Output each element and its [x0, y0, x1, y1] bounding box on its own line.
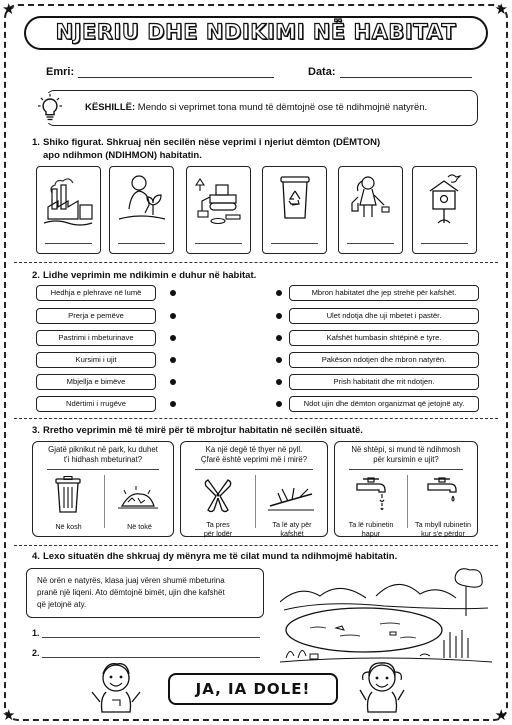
star-icon: ★	[2, 707, 16, 724]
impact-pill[interactable]: Prish habitatit dhe rrit ndotjen.	[289, 374, 479, 390]
polluted-lake-scene	[280, 566, 492, 666]
connector-dot[interactable]	[276, 335, 282, 341]
answer-line[interactable]	[421, 243, 468, 244]
impact-pill[interactable]: Mbron habitatet dhe jep strehë për kafshët.	[289, 285, 479, 301]
section-divider	[14, 418, 498, 419]
action-pill[interactable]: Mbjellja e bimëve	[36, 374, 156, 390]
question-1: 1. Shiko figurat. Shkruaj nën secilën nëse veprimi i njeriut dëmton (DËMTON) apo ndihmon (NDIHMON) habitatin.	[32, 137, 381, 161]
option-leave-branch[interactable]	[254, 476, 327, 514]
connector-dot[interactable]	[170, 401, 176, 407]
girl-picking-litter-icon	[344, 171, 397, 226]
option-label: Ta mbyll rubinetin kur s'e përdor	[415, 520, 471, 538]
situation-question: Në shtëpi, si mund të ndihmosh për kursimin e ujit?	[351, 445, 461, 464]
answer-line[interactable]	[195, 243, 242, 244]
action-pill[interactable]: Pastrimi i mbeturinave	[36, 330, 156, 346]
date-label: Data:	[308, 66, 336, 78]
impact-pill[interactable]: Ndot ujin dhe dëmton organizmat që jetojnë aty.	[289, 396, 479, 412]
situation-question: Ka një degë të thyer në pyll. Çfarë është veprimi më i mirë?	[200, 445, 308, 464]
answer-line[interactable]	[118, 243, 165, 244]
impact-pill[interactable]: Ulet ndotja dhe uji mbetet i pastër.	[289, 308, 479, 324]
connector-dot[interactable]	[170, 313, 176, 319]
planting-tree-icon	[115, 171, 168, 226]
litter-on-ground-icon	[116, 476, 160, 514]
running-faucet-icon	[351, 476, 391, 514]
success-banner: JA, IA DOLE!	[168, 673, 338, 705]
name-label: Emri:	[46, 66, 75, 78]
impact-pill[interactable]: Pakëson ndotjen dhe mbron natyrën.	[289, 352, 479, 368]
pruning-shears-icon	[196, 476, 240, 514]
picture-picking-litter	[338, 166, 403, 254]
picture-birdhouse	[412, 166, 477, 254]
answer-line-2[interactable]: 2.	[32, 648, 262, 660]
situation-branch	[180, 441, 328, 537]
option-label: Ta lë aty për kafshët	[272, 520, 312, 538]
picture-factory	[36, 166, 101, 254]
connector-dot[interactable]	[276, 401, 282, 407]
lightbulb-icon	[35, 93, 65, 123]
connector-dot[interactable]	[170, 290, 176, 296]
option-label: Në kosh	[55, 522, 82, 531]
birdhouse-icon	[418, 171, 471, 226]
answer-line[interactable]	[45, 243, 92, 244]
option-tap-closed[interactable]	[406, 476, 477, 514]
fallen-branch-icon	[266, 476, 316, 514]
option-label: Ta lë rubinetin hapur	[348, 520, 394, 538]
question-3: 3. Rretho veprimin më të mirë për të mbrojtur habitatin në secilën situatë.	[32, 425, 363, 436]
option-tap-open[interactable]	[335, 476, 406, 514]
action-pill[interactable]: Hedhja e plehrave në lumë	[36, 285, 156, 301]
factory-icon	[42, 171, 95, 226]
trash-can-icon	[48, 476, 88, 514]
action-pill[interactable]: Prerja e pemëve	[36, 308, 156, 324]
question-4: 4. Lexo situatën dhe shkruaj dy mënyra me të cilat mund ta ndihmojmë habitatin.	[32, 551, 398, 562]
option-label: Në tokë	[127, 522, 152, 531]
connector-dot[interactable]	[276, 357, 282, 363]
question-2: 2. Lidhe veprimin me ndikimin e duhur në habitat.	[32, 270, 257, 281]
connector-dot[interactable]	[276, 379, 282, 385]
star-icon: ★	[494, 707, 508, 724]
name-input-line[interactable]	[78, 67, 274, 78]
connector-dot[interactable]	[170, 335, 176, 341]
connector-dot[interactable]	[276, 290, 282, 296]
happy-boy-icon	[86, 654, 146, 714]
story-box: Në orën e natyrës, klasa juaj vëren shumë mbeturina pranë një liqeni. Ato dëmtojnë bimët, ujin dhe kafshët që jetojnë aty.	[26, 568, 264, 618]
option-label: Ta pres për lodër	[203, 520, 233, 538]
section-divider	[14, 262, 498, 263]
answer-line[interactable]	[271, 243, 318, 244]
connector-dot[interactable]	[276, 313, 282, 319]
answer-line-1[interactable]: 1.	[32, 628, 262, 640]
star-icon: ★	[2, 1, 16, 18]
bulldozer-icon	[192, 171, 245, 226]
section-divider	[14, 545, 498, 546]
action-pill[interactable]: Kursimi i ujit	[36, 352, 156, 368]
name-field[interactable]	[46, 66, 274, 78]
happy-girl-icon	[352, 654, 412, 714]
closed-faucet-icon	[422, 476, 462, 514]
date-input-line[interactable]	[340, 67, 472, 78]
connector-dot[interactable]	[170, 357, 176, 363]
option-trash-can[interactable]	[33, 476, 103, 514]
option-cut-branch[interactable]	[181, 476, 254, 514]
connector-dot[interactable]	[170, 379, 176, 385]
page-title: NJERIU DHE NDIKIMI NË HABITAT	[24, 16, 488, 50]
situation-water	[334, 441, 478, 537]
recycling-bin-icon	[268, 171, 321, 226]
situation-picnic	[32, 441, 174, 537]
picture-recycling	[262, 166, 327, 254]
tip-box	[46, 90, 478, 126]
action-pill[interactable]: Ndërtimi i rrugëve	[36, 396, 156, 412]
star-icon: ★	[494, 1, 508, 18]
situation-question: Gjatë piknikut në park, ku duhet t'i hidhash mbeturinat?	[48, 445, 158, 464]
picture-planting	[109, 166, 174, 254]
impact-pill[interactable]: Kafshët humbasin shtëpinë e tyre.	[289, 330, 479, 346]
tip-text: KËSHILLË: Mendo si veprimet tona mund të dëmtojnë ose të ndihmojnë natyrën.	[85, 102, 428, 113]
picture-bulldozer	[186, 166, 251, 254]
date-field[interactable]	[308, 66, 472, 78]
answer-line[interactable]	[347, 243, 394, 244]
option-ground-litter[interactable]	[103, 476, 173, 514]
